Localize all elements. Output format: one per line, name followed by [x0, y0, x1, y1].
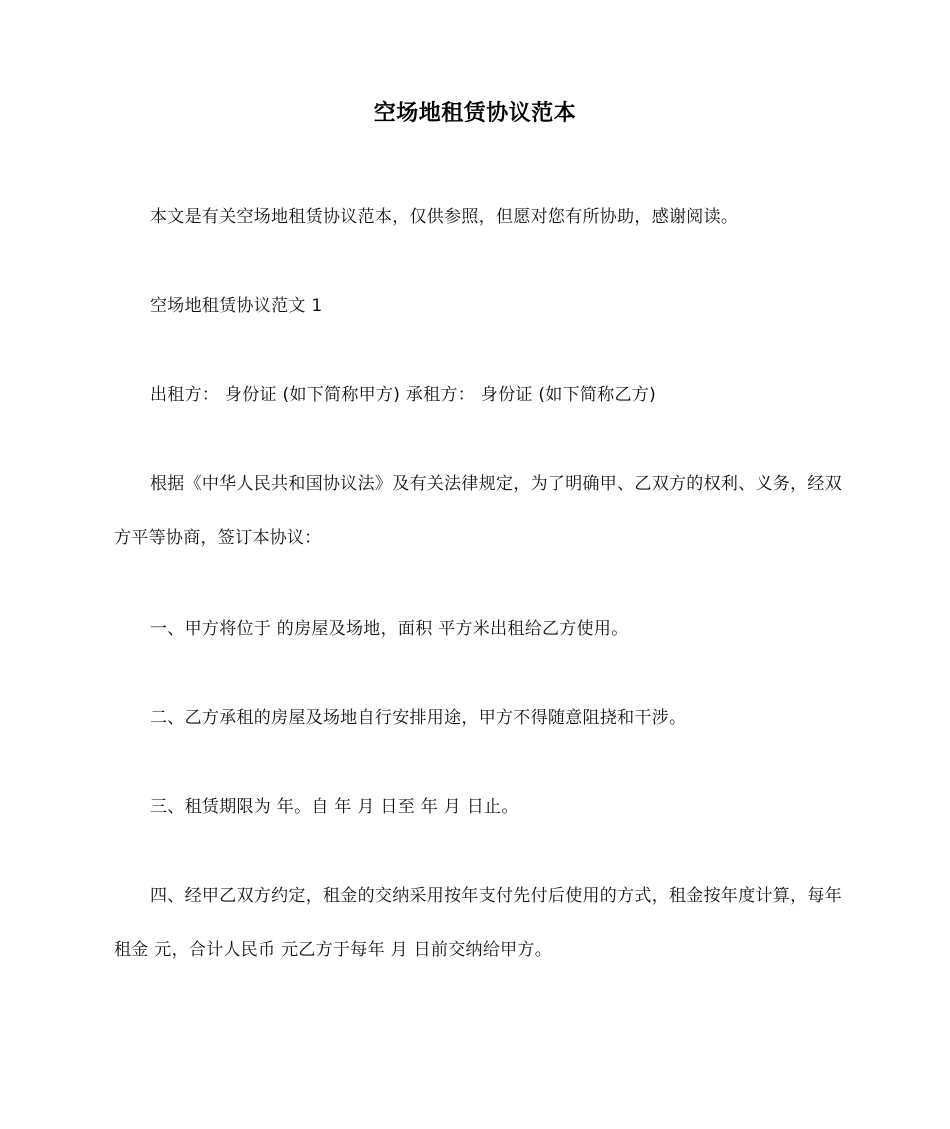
- parties-paragraph: 出租方： 身份证 (如下简称甲方) 承租方： 身份证 (如下简称乙方): [150, 385, 657, 405]
- clause-3: 三、租赁期限为 年。自 年 月 日至 年 月 日止。: [150, 797, 519, 817]
- clause-1: 一、甲方将位于 的房屋及场地，面积 平方米出租给乙方使用。: [150, 619, 629, 639]
- clause-4: 四、经甲乙双方约定，租金的交纳采用按年支付先付后使用的方式，租金按年度计算，每年租金 元，合计人民币 元乙方于每年 月 日前交纳给甲方。: [114, 886, 842, 960]
- intro-paragraph: 本文是有关空场地租赁协议范本，仅供参照，但愿对您有所协助，感谢阅读。: [150, 207, 739, 227]
- document-title: 空场地租赁协议范本: [373, 101, 577, 126]
- section-heading: 空场地租赁协议范文 1: [150, 296, 323, 316]
- legal-basis-paragraph: 根据《中华人民共和国协议法》及有关法律规定，为了明确甲、乙双方的权利、义务，经双方平等协商，签订本协议：: [114, 474, 842, 548]
- clause-2: 二、乙方承租的房屋及场地自行安排用途，甲方不得随意阻挠和干涉。: [150, 708, 687, 728]
